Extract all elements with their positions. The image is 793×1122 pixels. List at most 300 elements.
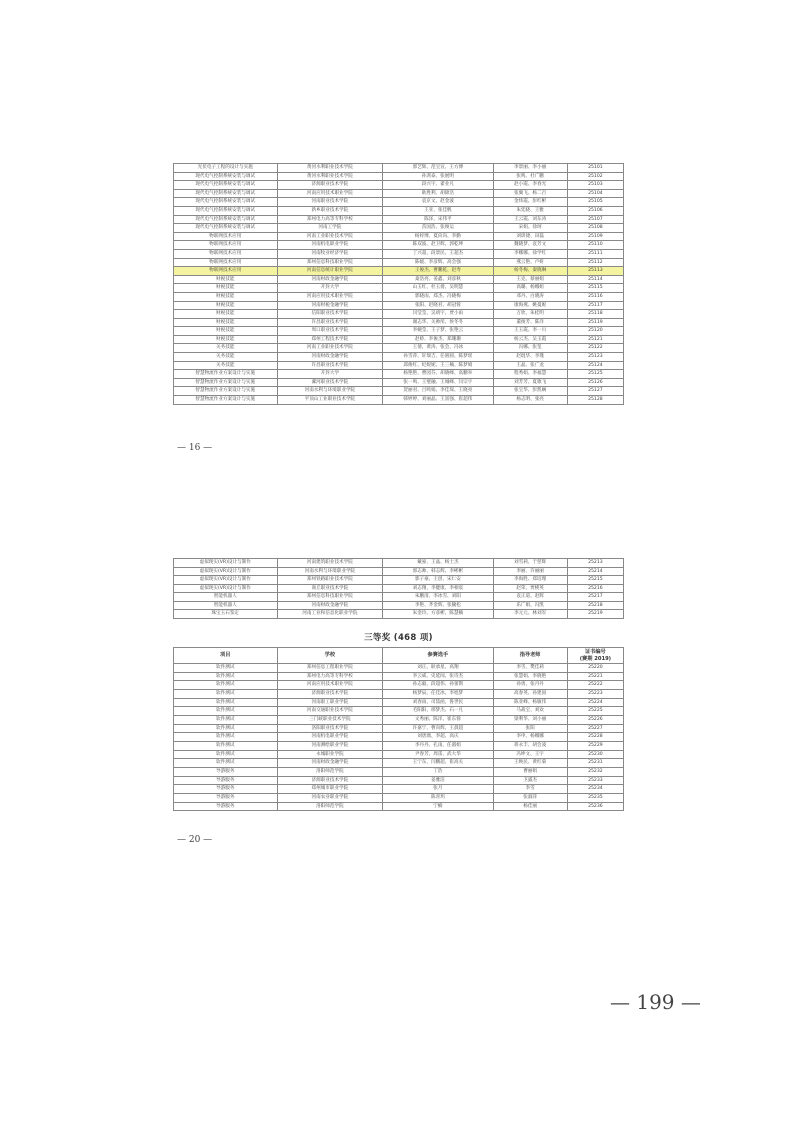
cell-project: 财税技能 (174, 275, 278, 284)
cell-project: 财税技能 (174, 310, 278, 319)
cell-certificate-no: 25122 (567, 344, 623, 353)
cell-advisors: 万欣、朱桂明 (493, 310, 567, 319)
cell-advisors: 杨云杰、吴玉霞 (493, 335, 567, 344)
table-row (174, 370, 624, 379)
third-prize-title: 三等奖 (468 项) (364, 633, 433, 643)
cell-certificate-no: 25120 (567, 327, 623, 336)
cell-contestants: 李婉莹、王子梦、张艳云 (383, 327, 493, 336)
table-row (174, 776, 624, 785)
cell-school: 郑州城市职业学院 (277, 785, 383, 794)
cell-project: 财税技能 (174, 292, 278, 301)
cell-school: 河南财政金融学院 (277, 601, 383, 610)
cell-project: 现代电气控制系统安装与调试 (174, 189, 278, 198)
cell-advisors: 李娜娜、徐学红 (493, 249, 567, 258)
cell-certificate-no: 25118 (567, 310, 623, 319)
cell-advisors: 高春英、孙建国 (493, 689, 567, 698)
cell-advisors: 王焕民、黄红菊 (493, 759, 567, 768)
cell-project: 智慧物流作业方案设计与实施 (174, 387, 278, 396)
cell-advisors: 王晶、张广龙 (493, 361, 567, 370)
cell-advisors: 杨佳丽 (493, 802, 567, 811)
table-row (174, 361, 624, 370)
cell-certificate-no: 25106 (567, 206, 623, 215)
cell-school: 河南工业和信息化职业学院 (277, 610, 383, 619)
cell-project: 软件测试 (174, 698, 278, 707)
table-row (174, 249, 624, 258)
cell-contestants: 谢志华、关帅彤、侯冬冬 (383, 318, 493, 327)
cell-certificate-no: 25103 (567, 181, 623, 190)
table-row (174, 258, 624, 267)
cell-certificate-no: 25219 (567, 610, 623, 619)
cell-contestants: 苗国浩、张俊运 (383, 224, 493, 233)
cell-project: 关务技能 (174, 353, 278, 362)
table-row (174, 353, 624, 362)
cell-contestants: 陈双波、赵卫辉、郭乾坤 (383, 241, 493, 250)
table-row (174, 267, 624, 276)
cell-certificate-no: 25227 (567, 724, 623, 733)
table-row (174, 559, 624, 568)
cell-project: 财税技能 (174, 327, 278, 336)
cell-certificate-no: 25220 (567, 664, 623, 673)
cell-certificate-no: 25116 (567, 292, 623, 301)
table-row (174, 793, 624, 802)
cell-project: 现代电气控制系统安装与调试 (174, 224, 278, 233)
cell-school: 河南水利与环境职业学院 (277, 567, 383, 576)
cell-advisors: 王克、蔡丽娟 (493, 275, 567, 284)
cell-school: 洛阳师范学院 (277, 802, 383, 811)
cell-school: 河南水利与环境职业学院 (277, 387, 383, 396)
cell-school: 河南财政金融学院 (277, 759, 383, 768)
cell-advisors: 燕云艳、卢妍 (493, 258, 567, 267)
cell-advisors: 魏晓梦、袁芳文 (493, 241, 567, 250)
table-row (174, 292, 624, 301)
cell-school: 洛阳职业技术学院 (277, 724, 383, 733)
cell-project: 软件测试 (174, 759, 278, 768)
cell-project: 财税技能 (174, 301, 278, 310)
table-row (174, 707, 624, 716)
cell-school: 许昌职业技术学院 (277, 361, 383, 370)
cell-school: 信阳职业技术学院 (277, 310, 383, 319)
cell-certificate-no: 25113 (567, 267, 623, 276)
table-row (174, 327, 624, 336)
cell-school: 开封大学 (277, 284, 383, 293)
cell-project: 智能机器人 (174, 601, 278, 610)
cell-contestants: 许嘉宁、曹向辉、王晨超 (383, 724, 493, 733)
cell-certificate-no: 25112 (567, 258, 623, 267)
page-label-16: — 16 — (177, 443, 213, 453)
cell-school: 新乡职业技术学院 (277, 206, 383, 215)
cell-certificate-no: 25124 (567, 361, 623, 370)
cell-project: 软件测试 (174, 664, 278, 673)
cell-certificate-no: 25223 (567, 689, 623, 698)
cell-contestants: 贺丽君、吕鸣娟、李佳琛、王晓亮 (383, 387, 493, 396)
award-table-page-16 (173, 163, 624, 405)
cell-certificate-no: 25123 (567, 353, 623, 362)
cell-project: 软件测试 (174, 681, 278, 690)
table-row (174, 698, 624, 707)
cell-contestants: 戴豪、王晶、杨士杰 (383, 559, 493, 568)
cell-school: 河南工业职业技术学院 (277, 232, 383, 241)
cell-project: 珠宝玉石鉴定 (174, 610, 278, 619)
cell-contestants: 孙志毅、段超伟、孙蕾斯 (383, 681, 493, 690)
table-row (174, 284, 624, 293)
cell-project: 智慧物流作业方案设计与实施 (174, 396, 278, 405)
cell-school: 河南建筑职业技术学院 (277, 559, 383, 568)
table-row (174, 189, 624, 198)
cell-advisors: 乐广娟、冯凯 (493, 601, 567, 610)
cell-project: 财税技能 (174, 284, 278, 293)
page-20-table-fragment-top (173, 558, 624, 619)
cell-advisors: 杨志明、张亮 (493, 396, 567, 405)
cell-certificate-no: 25221 (567, 672, 623, 681)
cell-advisors: 刘雪莉、于慈辉 (493, 559, 567, 568)
cell-contestants: 刘正、耿承星、高翔 (383, 664, 493, 673)
table-row (174, 396, 624, 405)
table-row (174, 310, 624, 319)
cell-project: 智慧物流作业方案设计与实施 (174, 370, 278, 379)
cell-project: 软件测试 (174, 741, 278, 750)
cell-contestants: 宁楠 (383, 802, 493, 811)
cell-project: 导游服务 (174, 793, 278, 802)
header-school: 学校 (277, 648, 383, 664)
cell-advisors: 梁利华、刘小丽 (493, 715, 567, 724)
cell-certificate-no: 25117 (567, 301, 623, 310)
cell-contestants: 朱金玲、方彦彬、陈慧楠 (383, 610, 493, 619)
cell-school: 济源职业技术学院 (277, 689, 383, 698)
table-row (174, 344, 624, 353)
cell-school: 河南财税金融学院 (277, 301, 383, 310)
cell-advisors: 宋娟、徐珂 (493, 224, 567, 233)
cell-advisors: 张翼飞、杨二召 (493, 189, 567, 198)
table-header-row (174, 648, 624, 664)
table-row (174, 318, 624, 327)
table-row (174, 172, 624, 181)
cell-contestants: 丁兴超、段景民、王超杰 (383, 249, 493, 258)
cell-school: 平顶山工业职业技术学院 (277, 396, 383, 405)
table-row (174, 224, 624, 233)
cell-school: 许昌职业技术学院 (277, 318, 383, 327)
cell-certificate-no: 25216 (567, 584, 623, 593)
cell-project: 软件测试 (174, 672, 278, 681)
table-row (174, 567, 624, 576)
cell-contestants: 郭志帅、韩志辉、李彬彬 (383, 567, 493, 576)
cell-contestants: 赵娇、李俊杰、郑珊珊 (383, 335, 493, 344)
cell-certificate-no: 25110 (567, 241, 623, 250)
table-row (174, 610, 624, 619)
header-project: 项目 (174, 648, 278, 664)
cell-certificate-no: 25109 (567, 232, 623, 241)
cell-certificate-no: 25102 (567, 172, 623, 181)
table-row (174, 733, 624, 742)
cell-school: 济源职业技术学院 (277, 181, 383, 190)
cell-school: 河南机电职业学院 (277, 241, 383, 250)
cell-school: 郑州电力高等专科学校 (277, 672, 383, 681)
table-row (174, 681, 624, 690)
table-row (174, 664, 624, 673)
cell-school: 河南财政金融学院 (277, 353, 383, 362)
cell-advisors: 董俊芳、陈洋 (493, 318, 567, 327)
cell-school: 郑州信息科技职业学院 (277, 593, 383, 602)
cell-contestants: 陈媛、李彦辉、高会强 (383, 258, 493, 267)
cell-project: 虚拟现实(VR)设计与制作 (174, 576, 278, 585)
cell-advisors: 金炜霞、彭红彬 (493, 198, 567, 207)
cell-certificate-no: 25226 (567, 715, 623, 724)
cell-project: 导游服务 (174, 785, 278, 794)
third-prize-table (173, 647, 624, 811)
table-row (174, 301, 624, 310)
table-row (174, 232, 624, 241)
page-16-table-fragment (173, 163, 624, 405)
cell-advisors: 朱廷晓、王雅 (493, 206, 567, 215)
cell-contestants: 张阳、赵晓君、胡冠蓉 (383, 301, 493, 310)
table-row (174, 576, 624, 585)
cell-advisors: 张阳 (493, 724, 567, 733)
cell-contestants: 李云威、史延闯、张诗杰 (383, 672, 493, 681)
cell-project: 物联网技术应用 (174, 258, 278, 267)
cell-project: 导游服务 (174, 767, 278, 776)
cell-project: 财税技能 (174, 335, 278, 344)
cell-school: 郑州信息科技职业学院 (277, 258, 383, 267)
cell-contestants: 段兴宇、翟业凡 (383, 181, 493, 190)
cell-advisors: 冯娜、张玺 (493, 344, 567, 353)
cell-advisors: 刘芳芳、夏歌飞 (493, 378, 567, 387)
table-row (174, 387, 624, 396)
cell-certificate-no: 25101 (567, 164, 623, 173)
cell-project: 关务技能 (174, 344, 278, 353)
cell-certificate-no: 25107 (567, 215, 623, 224)
table-row (174, 724, 624, 733)
cell-school: 三门峡职业技术学院 (277, 715, 383, 724)
cell-advisors: 李雪、樊佳莉 (493, 664, 567, 673)
cell-project: 导游服务 (174, 802, 278, 811)
table-row (174, 181, 624, 190)
cell-school: 郑州电力高等专科学校 (277, 215, 383, 224)
cell-contestants: 刘志翔、李健康、李相宸 (383, 584, 493, 593)
cell-school: 河南应用技术职业学院 (277, 681, 383, 690)
cell-school: 开封大学 (277, 370, 383, 379)
table-row (174, 378, 624, 387)
cell-school: 河南职业技术学院 (277, 198, 383, 207)
table-row (174, 584, 624, 593)
cell-advisors: 李雪 (493, 785, 567, 794)
cell-project: 现代电气控制系统安装与调试 (174, 198, 278, 207)
cell-contestants: 孙鸿泰、张展明 (383, 172, 493, 181)
cell-advisors: 刘训捷、田磊 (493, 232, 567, 241)
cell-project: 财税技能 (174, 318, 278, 327)
cell-school: 黄河水利职业技术学院 (277, 172, 383, 181)
cell-project: 现代电气控制系统安装与调试 (174, 181, 278, 190)
cell-advisors: 邓丹、白晓涛 (493, 292, 567, 301)
cell-project: 软件测试 (174, 733, 278, 742)
cell-certificate-no: 25125 (567, 370, 623, 379)
cell-advisors: 蒋永丰、胡会凌 (493, 741, 567, 750)
cell-certificate-no: 25108 (567, 224, 623, 233)
cell-certificate-no: 25224 (567, 698, 623, 707)
cell-contestants: 刘春雨、司喆函、鲁世民 (383, 698, 493, 707)
cell-project: 软件测试 (174, 689, 278, 698)
cell-school: 郑州铁路职业技术学院 (277, 576, 383, 585)
cell-certificate-no: 25127 (567, 387, 623, 396)
table-row (174, 215, 624, 224)
cell-certificate-no: 25214 (567, 567, 623, 576)
table-row (174, 767, 624, 776)
cell-project: 软件测试 (174, 750, 278, 759)
table-row (174, 785, 624, 794)
cell-project: 虚拟现实(VR)设计与制作 (174, 559, 278, 568)
cell-school: 洛阳师范学院 (277, 767, 383, 776)
cell-contestants: 杨艳艳、曹园芬、胡晓峰、高鹏举 (383, 370, 493, 379)
cell-contestants: 桑浩亮、姜鑫、刘彦秋 (383, 275, 493, 284)
cell-certificate-no: 25229 (567, 741, 623, 750)
cell-contestants: 韩婷婷、刘丽晶、王富强、崔超伟 (383, 396, 493, 405)
cell-school: 黄河水利职业技术学院 (277, 164, 383, 173)
cell-project: 虚拟现实(VR)设计与制作 (174, 567, 278, 576)
page-20-table-fragment-bottom (173, 647, 624, 811)
cell-school: 河南机电职业学院 (277, 733, 383, 742)
cell-school: 河南工学院 (277, 224, 383, 233)
cell-advisors: 马战宝、刘欢 (493, 707, 567, 716)
cell-certificate-no: 25215 (567, 576, 623, 585)
cell-advisors: 杨冬梅、秦晓琳 (493, 267, 567, 276)
cell-school: 河南财政金融学院 (277, 275, 383, 284)
cell-school: 永城职业学院 (277, 750, 383, 759)
cell-project: 关务技能 (174, 361, 278, 370)
cell-project: 导游服务 (174, 776, 278, 785)
cell-project: 物联网技术应用 (174, 241, 278, 250)
table-row (174, 741, 624, 750)
cell-contestants: 陈泽、宋伟平 (383, 215, 493, 224)
cell-school: 河南农业职业学院 (277, 793, 383, 802)
cell-project: 智能机器人 (174, 593, 278, 602)
table-row (174, 206, 624, 215)
cell-certificate-no: 25225 (567, 707, 623, 716)
cell-contestants: 杨梓博、夏向向、李勤 (383, 232, 493, 241)
cell-project: 物联网技术应用 (174, 232, 278, 241)
cell-contestants: 王倩、黄涛、张会、冯冰 (383, 344, 493, 353)
cell-certificate-no: 25128 (567, 396, 623, 405)
cell-advisors: 康海燕、姚曼妮 (493, 301, 567, 310)
cell-project: 软件测试 (174, 715, 278, 724)
cell-advisors: 张宝华、彭凯娴 (493, 387, 567, 396)
cell-contestants: 尹春芳、周雷、武大华 (383, 750, 493, 759)
cell-certificate-no: 25115 (567, 284, 623, 293)
cell-advisors: 程秀娟、李福慧 (493, 370, 567, 379)
cell-advisors: 陈亚峰、杨敏伟 (493, 698, 567, 707)
cell-school: 河南牧业经济学院 (277, 249, 383, 258)
cell-advisors: 孙勇、张丹丹 (493, 681, 567, 690)
cell-contestants: 邱俊红、纪妮妮、王三楠、陈梦娟 (383, 361, 493, 370)
cell-advisors: 冯坤文、王宇 (493, 750, 567, 759)
cell-advisors: 曹丽娟 (493, 767, 567, 776)
cell-project: 现代电气控制系统安装与调试 (174, 215, 278, 224)
cell-project: 光伏电子工程的设计与实施 (174, 164, 278, 173)
cell-contestants: 孙雪萍、轩瑞吉、任圆圆、陈梦瑶 (383, 353, 493, 362)
cell-contestants: 朱鹏清、李冰雪、刘阳 (383, 593, 493, 602)
cell-advisors: 高璐、杨娜姐 (493, 284, 567, 293)
cell-certificate-no: 25233 (567, 776, 623, 785)
cell-certificate-no: 25230 (567, 750, 623, 759)
cell-contestants: 闫莹莹、吴靖宇、贾小雨 (383, 310, 493, 319)
cell-contestants: 文秀丽、陈洋、崔东蓉 (383, 715, 493, 724)
cell-project: 软件测试 (174, 724, 278, 733)
cell-certificate-no: 25119 (567, 318, 623, 327)
cell-advisors: 李申、杨娜娜 (493, 733, 567, 742)
cell-school: 济源职业技术学院 (277, 776, 383, 785)
cell-advisors: 卫露杰 (493, 776, 567, 785)
cell-certificate-no: 25228 (567, 733, 623, 742)
table-row (174, 689, 624, 698)
cell-advisors: 李丽、许丽丽 (493, 567, 567, 576)
cell-contestants: 郭艺辉、范宝宣、王方博 (383, 164, 493, 173)
cell-contestants: 毛阳阳、邢梦杰、石一凡 (383, 707, 493, 716)
cell-advisors: 王玉霞、李一川 (493, 327, 567, 336)
table-row (174, 759, 624, 768)
cell-contestants: 杨梦辰、任佳冰、李旭梦 (383, 689, 493, 698)
cell-school: 河南交通职业技术学院 (277, 707, 383, 716)
cell-school: 河南应用技术职业学院 (277, 292, 383, 301)
cell-contestants: 王亚、张佳帆 (383, 206, 493, 215)
cell-certificate-no: 25218 (567, 601, 623, 610)
cell-contestants: 王俊杰、曹鹏乾、赵寿 (383, 267, 493, 276)
table-row (174, 802, 624, 811)
cell-school: 河南职工职业学院 (277, 698, 383, 707)
header-contestants: 参赛选手 (383, 648, 493, 664)
cell-certificate-no: 25235 (567, 793, 623, 802)
table-row (174, 593, 624, 602)
award-table-page-20-top (173, 558, 624, 619)
cell-contestants: 李丹丹、孔雨、任淑娟 (383, 741, 493, 750)
cell-advisors: 赵琨华、李瑾 (493, 353, 567, 362)
cell-certificate-no: 25231 (567, 759, 623, 768)
cell-project: 现代电气控制系统安装与调试 (174, 206, 278, 215)
cell-contestants: 李艳、齐金辉、张毓松 (383, 601, 493, 610)
cell-school: 河南应用技术职业学院 (277, 189, 383, 198)
cell-school: 周口职业技术学院 (277, 327, 383, 336)
cell-advisors: 袁正道、赵辉 (493, 593, 567, 602)
cell-contestants: 丁浩 (383, 767, 493, 776)
cell-contestants: 陈青玥 (383, 793, 493, 802)
cell-project: 软件测试 (174, 707, 278, 716)
table-row (174, 750, 624, 759)
cell-certificate-no: 25232 (567, 767, 623, 776)
cell-certificate-no: 25234 (567, 785, 623, 794)
cell-contestants: 王宁东、闫鹏超、崔高关 (383, 759, 493, 768)
cell-contestants: 张一鸣、王璧融、王城峰、闫宗宇 (383, 378, 493, 387)
cell-advisors: 李元元、林刘军 (493, 610, 567, 619)
cell-certificate-no: 25114 (567, 275, 623, 284)
cell-contestants: 耿胜利、胡锦浩 (383, 189, 493, 198)
cell-certificate-no: 25121 (567, 335, 623, 344)
cell-certificate-no: 25105 (567, 198, 623, 207)
cell-project: 现代电气控制系统安装与调试 (174, 172, 278, 181)
cell-certificate-no: 25222 (567, 681, 623, 690)
cell-certificate-no: 25126 (567, 378, 623, 387)
header-certificate-no: 证书编号 (赛期 2019) (567, 648, 623, 664)
cell-certificate-no: 25111 (567, 249, 623, 258)
cell-school: 商丘职业技术学院 (277, 584, 383, 593)
cell-school: 郑州工程技术学院 (277, 335, 383, 344)
table-row (174, 715, 624, 724)
cell-advisors: 王云霞、刘东涛 (493, 215, 567, 224)
cell-contestants: 刘唐澳、李超、高庆 (383, 733, 493, 742)
cell-advisors: 张慧娟、李晓艳 (493, 672, 567, 681)
page-number: — 199 — (610, 990, 701, 1014)
table-row (174, 601, 624, 610)
cell-school: 河南工业职业技术学院 (277, 344, 383, 353)
cell-certificate-no: 25104 (567, 189, 623, 198)
cell-contestants: 姜雅洁 (383, 776, 493, 785)
cell-school: 河南信息统计职业学院 (277, 267, 383, 276)
cell-project: 物联网技术应用 (174, 267, 278, 276)
